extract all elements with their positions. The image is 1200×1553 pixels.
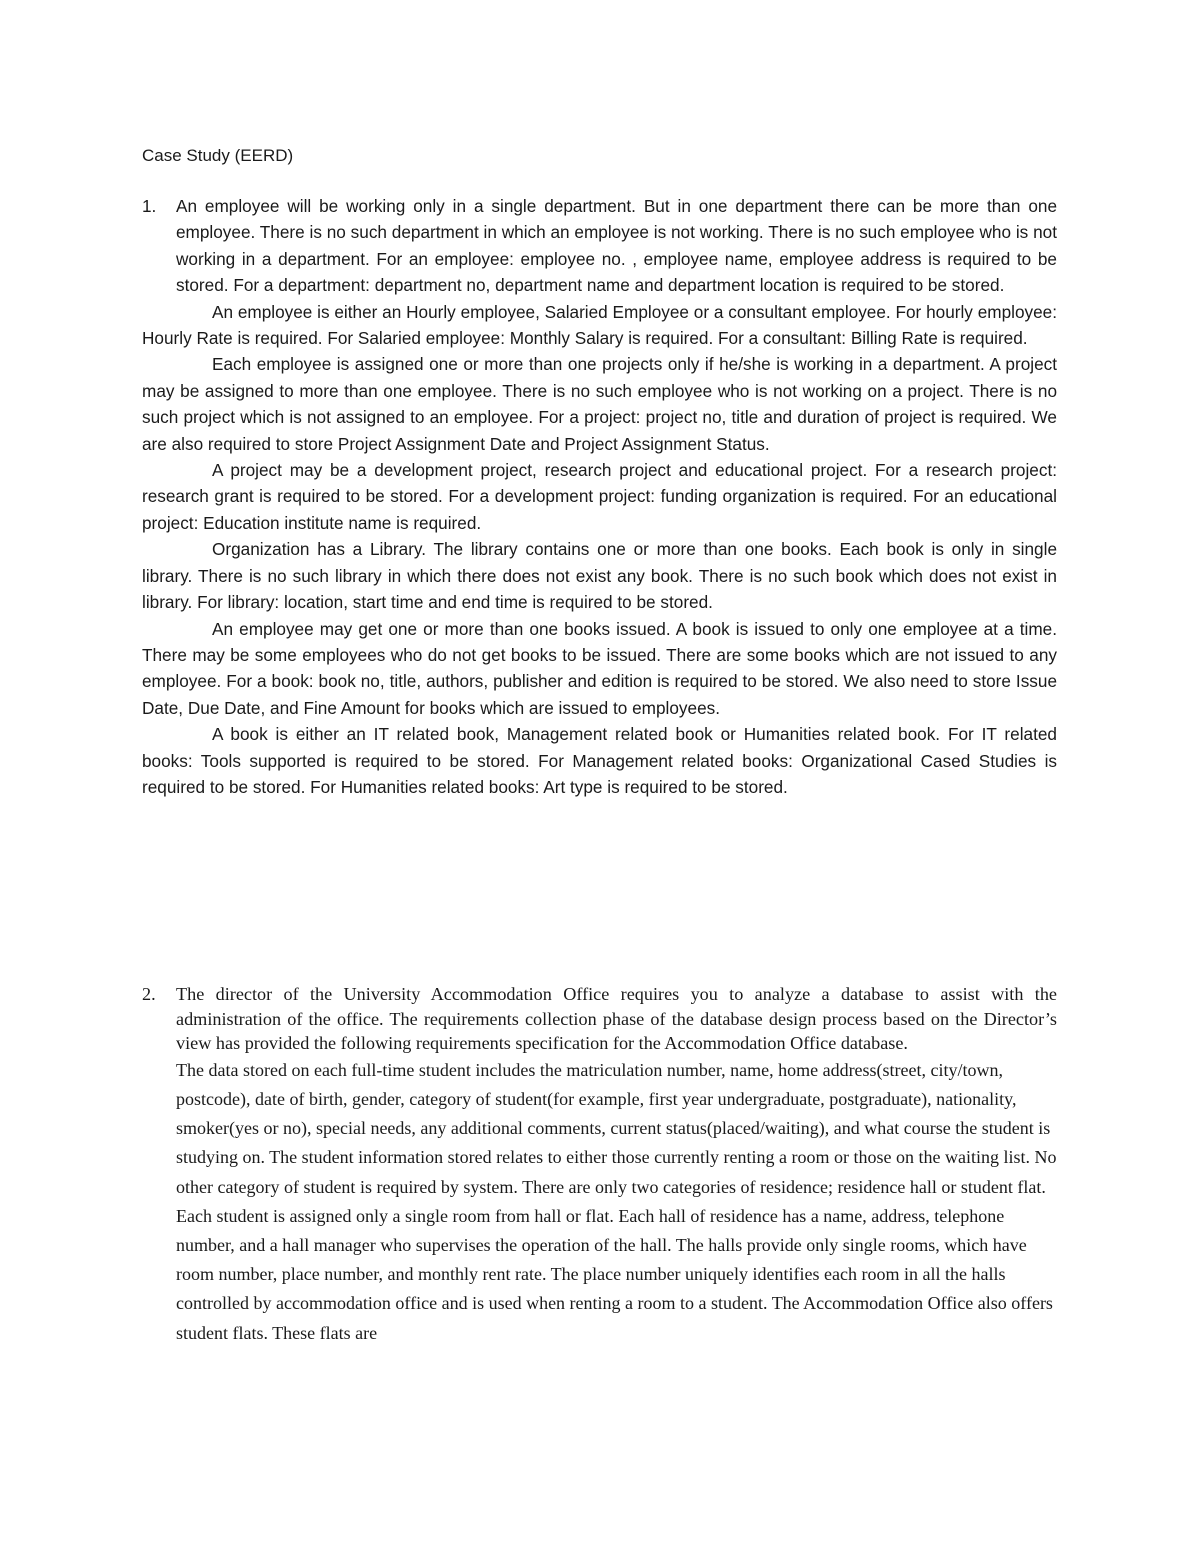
- paragraph-student-data: The data stored on each full-time student includes the matriculation number, name, home address(street, city/town, postcode), date of birth, gender, category of student(for example, first year undergraduate, postgraduate), nationality, smoker(yes or no), special needs, any additional comments, current status(placed/waiting), and what course the student is studying on. The student information stored relates to either those currently renting a room or those on the waiting list. No other category of student is required by system. There are only two categories of residence; residence hall or student flat. Each student is assigned only a single room from hall or flat. Each hall of residence has a name, address, telephone number, and a hall manager who supervises the operation of the hall. The halls provide only single rooms, which have room number, place number, and monthly rent rate. The place number uniquely identifies each room in all the halls controlled by accommodation office and is used when renting a room to a student. The Accommodation Office also offers student flats. These flats are: [176, 1059, 1057, 1343]
- paragraph-project-assignment: Each employee is assigned one or more than one projects only if he/she is working in a department. A project may be assigned to more than one employee. There is no such employee who is not working on a project. There is no such project which is not assigned to an employee. For a project: project no, title and duration of project is required. We are also required to store Project Assignment Date and Project Assignment Status.: [142, 354, 1057, 454]
- item-number: 2.: [142, 984, 156, 1004]
- paragraph-accommodation-intro: The director of the University Accommodation Office requires you to analyze a database to assist with the administration of the office. The requirements collection phase of the database design process based on the Director’s view has provided the following requirements specification for the Accommodation Office database.: [176, 984, 1057, 1054]
- case-study-item-2: [142, 982, 1057, 1348]
- paragraph-employee-types: An employee is either an Hourly employee, Salaried Employee or a consultant employee. For hourly employee: Hourly Rate is required. For Salaried employee: Monthly Salary is required. For a consultant: Billing Rate is required.: [142, 301, 1057, 349]
- paragraph-book-types: A book is either an IT related book, Management related book or Humanities related book. For IT related books: Tools supported is required to be stored. For Management related books: Organizational Cased Studies is required to be stored. For Humanities related books: Art type is required to be stored.: [142, 724, 1057, 797]
- paragraph-library: Organization has a Library. The library contains one or more than one books. Each book is only in single library. There is no such library in which there does not exist any book. There is no such book which does not exist in library. For library: location, start time and end time is required to be stored.: [142, 539, 1057, 613]
- item-body: [176, 982, 1057, 1348]
- item-body: [142, 193, 1057, 800]
- item-number: 1.: [142, 196, 157, 216]
- document-title: Case Study (EERD): [142, 146, 294, 165]
- paragraph-employee-department: An employee will be working only in a single department. But in one department there can be more than one employee. There is no such department in which an employee is not working. There is no such employee who is not working in a department. For an employee: employee no. , employee name, employee address is required to be stored. For a department: department no, department name and department location is required to be stored.: [176, 196, 1057, 296]
- paragraph-book-issue: An employee may get one or more than one books issued. A book is issued to only one employee at a time. There may be some employees who do not get books to be issued. There are some books which are not issued to any employee. For a book: book no, title, authors, publisher and edition is required to be stored. We also need to store Issue Date, Due Date, and Fine Amount for books which are issued to employees.: [142, 618, 1057, 718]
- case-study-item-1: [142, 193, 1057, 800]
- paragraph-project-types: A project may be a development project, research project and educational project. For a research project: research grant is required to be stored. For a development project: funding organization is required. For an educational project: Education institute name is required.: [142, 460, 1057, 533]
